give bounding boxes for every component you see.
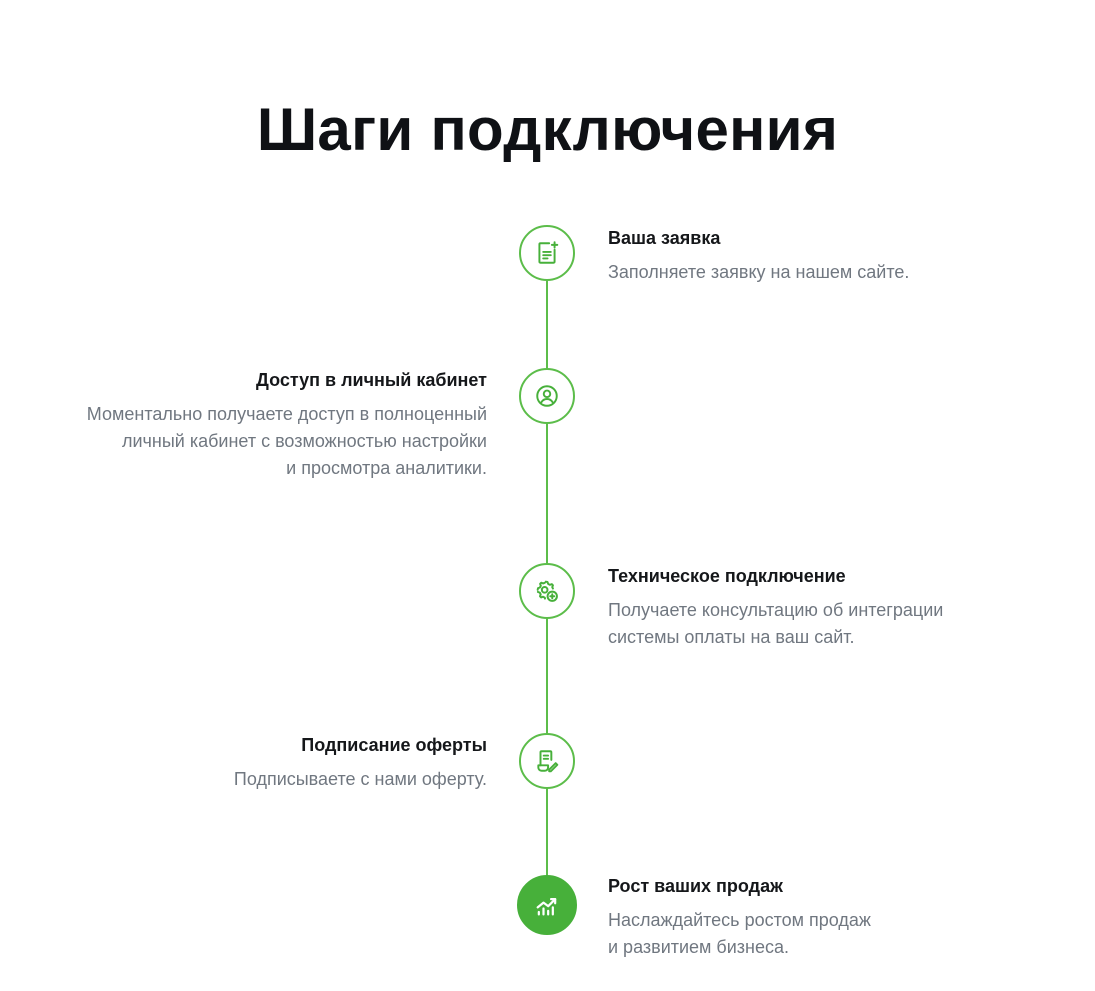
step-3-description-line: системы оплаты на ваш сайт.	[608, 627, 855, 647]
step-3-description-line: Получаете консультацию об интеграции	[608, 600, 944, 620]
step-5-description-line: Наслаждайтесь ростом продаж	[608, 910, 871, 930]
section-title: Шаги подключения	[256, 96, 839, 163]
step-2-description-line: личный кабинет с возможностью настройки	[121, 431, 487, 451]
step-5-description-line: и развитием бизнеса.	[608, 937, 790, 957]
step-1-node	[519, 225, 575, 281]
contract-pen-icon	[534, 748, 560, 774]
step-5-title: Рост ваших продаж	[608, 876, 783, 896]
user-circle-icon	[534, 383, 560, 409]
step-2-node	[519, 368, 575, 424]
step-4-title: Подписание оферты	[301, 735, 487, 755]
step-5-description	[608, 907, 871, 961]
document-plus-icon	[534, 240, 560, 266]
step-1-description: Заполняете заявку на нашем сайте.	[608, 262, 910, 282]
step-3-description	[608, 597, 943, 651]
step-2-title: Доступ в личный кабинет	[256, 370, 487, 390]
step-4-description: Подписываете с нами оферту.	[233, 769, 487, 789]
step-4-node	[519, 733, 575, 789]
step-3-node	[519, 563, 575, 619]
gear-plus-icon	[533, 577, 561, 605]
step-2-description	[87, 401, 487, 482]
step-2-description-line: Моментально получаете доступ в полноценный	[86, 404, 487, 424]
step-3-title: Техническое подключение	[608, 566, 846, 586]
step-1-title: Ваша заявка	[608, 228, 721, 248]
step-2-description-line: и просмотра аналитики.	[286, 458, 487, 478]
growth-chart-icon	[533, 891, 561, 919]
step-5-node	[517, 875, 577, 935]
